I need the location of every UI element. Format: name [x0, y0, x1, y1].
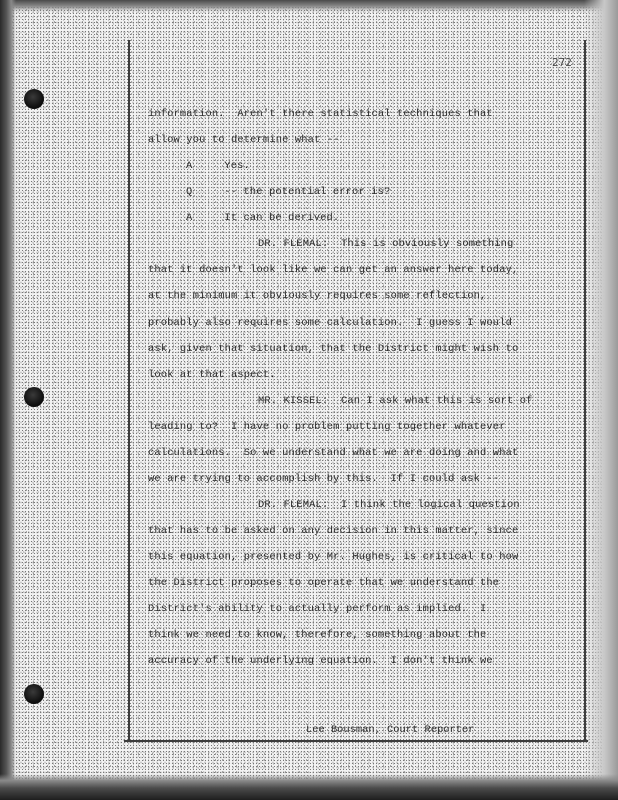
transcript-line: the District proposes to operate that we understand the: [148, 577, 500, 589]
scan-edge-top: [0, 0, 618, 12]
transcript-line: District's ability to actually perform as implied. I: [148, 603, 487, 615]
scan-edge-left: [0, 0, 16, 800]
transcript-line: calculations. So we understand what we are doing and what: [148, 447, 519, 459]
scan-edge-bottom: [0, 774, 618, 800]
transcript-line: that it doesn't look like we can get an answer here today,: [148, 264, 519, 276]
transcript-line: A It can be derived.: [186, 212, 340, 224]
speaker-line: DR. FLEMAL: I think the logical question: [258, 499, 520, 511]
scan-edge-right: [584, 0, 618, 800]
transcript-line: we are trying to accomplish by this. If I could ask --: [148, 473, 500, 485]
speaker-line: DR. FLEMAL: This is obviously something: [258, 238, 514, 250]
margin-rule-left: [128, 40, 130, 740]
punch-hole-icon: [24, 684, 44, 704]
margin-rule-bottom: [124, 740, 588, 742]
transcript-line: information. Aren't there statistical techniques that: [148, 108, 493, 120]
transcript-line: A Yes.: [186, 160, 250, 172]
transcript-line: look at that aspect.: [148, 369, 276, 381]
page-number: 272: [552, 56, 572, 69]
transcript-line: that has to be asked on any decision in this matter, since: [148, 525, 519, 537]
transcript-line: ask, given that situation, that the District might wish to: [148, 343, 519, 355]
punch-hole-icon: [24, 387, 44, 407]
margin-rule-right: [584, 40, 586, 740]
transcript-line: probably also requires some calculation. I guess I would: [148, 317, 512, 329]
transcript-line: Q -- the potential error is?: [186, 186, 391, 198]
transcript-line: accuracy of the underlying equation. I don't think we: [148, 655, 493, 667]
court-reporter-footer: Lee Bousman, Court Reporter: [306, 724, 475, 736]
transcript-line: allow you to determine what --: [148, 134, 340, 146]
transcript-line: this equation, presented by Mr. Hughes, is critical to how: [148, 551, 519, 563]
transcript-line: at the minimum it obviously requires some reflection,: [148, 290, 487, 302]
transcript-line: think we need to know, therefore, something about the: [148, 629, 487, 641]
speaker-line: MR. KISSEL: Can I ask what this is sort of: [258, 395, 533, 407]
transcript-line: leading to? I have no problem putting together whatever: [148, 421, 506, 433]
punch-hole-icon: [24, 89, 44, 109]
